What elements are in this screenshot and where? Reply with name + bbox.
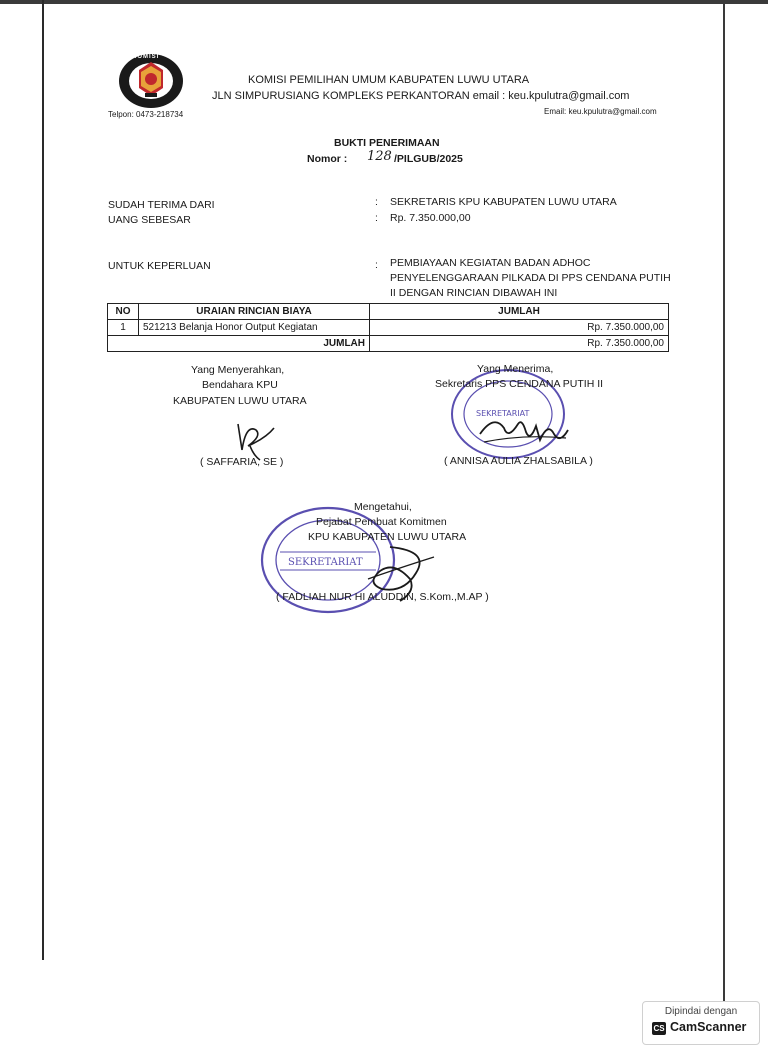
- kpu-logo-icon: [117, 52, 185, 110]
- nomor-number: 128: [367, 149, 392, 164]
- amount-colon: :: [375, 212, 378, 224]
- purpose-colon: :: [375, 259, 378, 271]
- giver-line-3: KABUPATEN LUWU UTARA: [173, 395, 307, 407]
- camscanner-logo-icon: CS: [653, 1024, 665, 1033]
- col-header-uraian: URAIAN RINCIAN BIAYA: [139, 304, 370, 320]
- approver-line-2: Pejabat Pembuat Komitmen: [316, 516, 447, 528]
- giver-line-2: Bendahara KPU: [202, 379, 278, 391]
- camscanner-watermark: [642, 1001, 760, 1045]
- received-from-value: SEKRETARIS KPU KABUPATEN LUWU UTARA: [390, 196, 617, 208]
- amount-label: UANG SEBESAR: [108, 214, 191, 226]
- receiver-name: ( ANNISA AULIA ZHALSABILA ): [444, 455, 593, 467]
- cost-breakdown-table: [107, 303, 669, 352]
- logo-text-top: KOMISI: [132, 54, 160, 60]
- table-row: [108, 320, 669, 336]
- total-label: JUMLAH: [108, 336, 370, 352]
- row-jumlah: Rp. 7.350.000,00: [370, 320, 669, 336]
- kpu-stamp-center-text: SEKRETARIAT: [288, 557, 363, 568]
- watermark-brand: CamScanner: [670, 1020, 747, 1034]
- col-header-jumlah: JUMLAH: [370, 304, 669, 320]
- receiver-signature-icon: [474, 404, 574, 454]
- receiver-line-1: Yang Menerima,: [477, 363, 554, 375]
- document-title: BUKTI PENERIMAAN: [334, 137, 440, 149]
- receiver-line-2: Sekretaris PPS CENDANA PUTIH II: [435, 378, 604, 390]
- table-total-row: [108, 336, 669, 352]
- nomor-suffix: /PILGUB/2025: [394, 153, 463, 165]
- table-header-row: [108, 304, 669, 320]
- row-uraian: 521213 Belanja Honor Output Kegiatan: [139, 320, 370, 336]
- approver-line-1: Mengetahui,: [354, 501, 412, 513]
- purpose-line-1: PEMBIAYAAN KEGIATAN BADAN ADHOC: [390, 257, 591, 269]
- amount-value: Rp. 7.350.000,00: [390, 212, 471, 224]
- phone-number: Telpon: 0473-218734: [108, 110, 184, 119]
- purpose-line-3: II DENGAN RINCIAN DIBAWAH INI: [390, 287, 558, 299]
- org-address: JLN SIMPURUSIANG KOMPLEKS PERKANTORAN email : keu.kpulutra@gmail.com: [212, 90, 630, 102]
- received-from-colon: :: [375, 196, 378, 208]
- approver-name: ( FADLIAH NUR HI ALUDDIN, S.Kom.,M.AP ): [276, 591, 489, 603]
- org-name: KOMISI PEMILIHAN UMUM KABUPATEN LUWU UTARA: [248, 74, 530, 86]
- approver-line-3: KPU KABUPATEN LUWU UTARA: [308, 531, 467, 543]
- pps-stamp-center-text: SEKRETARIAT: [476, 409, 530, 418]
- purpose-line-2: PENYELENGGARAAN PILKADA DI PPS CENDANA PUTIH: [390, 272, 671, 284]
- total-value: Rp. 7.350.000,00: [370, 336, 669, 352]
- giver-line-1: Yang Menyerahkan,: [191, 364, 285, 376]
- scan-right-edge: [723, 0, 725, 1024]
- col-header-no: NO: [108, 304, 139, 320]
- giver-name: ( SAFFARIA, SE ): [200, 456, 284, 468]
- nomor-label: Nomor :: [307, 153, 348, 165]
- received-from-label: SUDAH TERIMA DARI: [108, 199, 215, 211]
- purpose-label: UNTUK KEPERLUAN: [108, 260, 211, 272]
- watermark-caption: Dipindai dengan: [664, 1006, 738, 1017]
- document-page: [44, 4, 723, 1024]
- email-address: Email: keu.kpulutra@gmail.com: [544, 107, 657, 116]
- row-no: 1: [108, 320, 139, 336]
